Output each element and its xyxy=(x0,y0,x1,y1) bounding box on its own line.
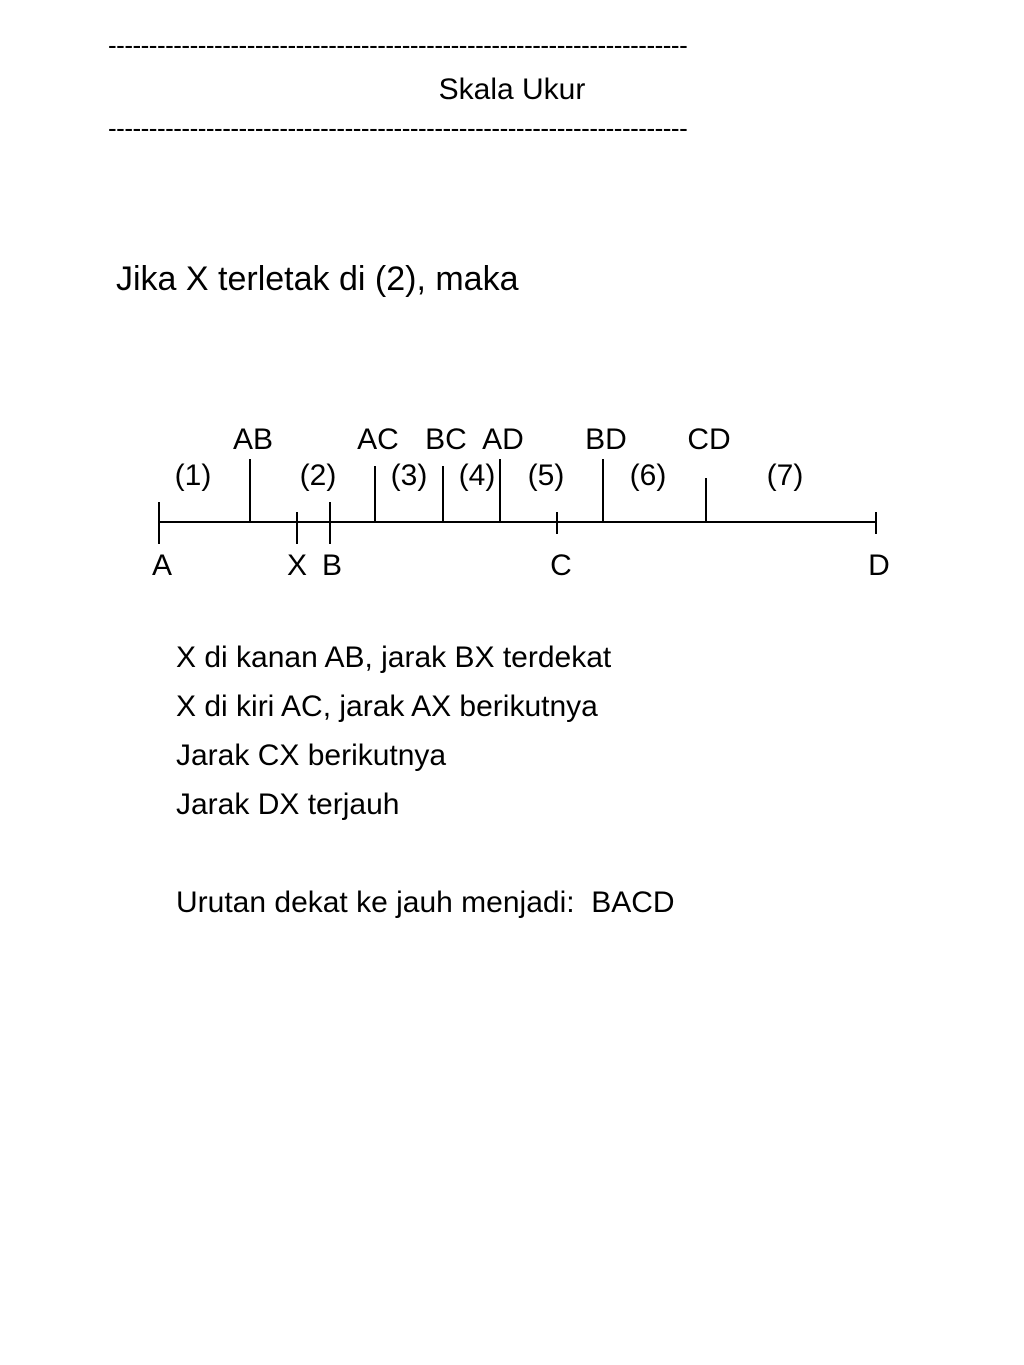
note-line: X di kiri AC, jarak AX berikutnya xyxy=(176,690,598,723)
region-label-2: (2) xyxy=(299,459,337,492)
point-label-a: A xyxy=(151,549,173,582)
conclusion-value: BACD xyxy=(591,886,675,919)
region-label-7: (7) xyxy=(766,459,804,492)
region-label-1: (1) xyxy=(174,459,212,492)
conclusion xyxy=(176,885,675,921)
note-line: X di kanan AB, jarak BX terdekat xyxy=(176,641,612,674)
page-title: Skala Ukur xyxy=(438,73,586,106)
point-label-c: C xyxy=(550,549,572,582)
note-line: Jarak CX berikutnya xyxy=(176,739,447,772)
point-label-b: B xyxy=(321,549,343,582)
point-label-x: X xyxy=(286,549,308,582)
pair-label-ac: AC xyxy=(357,423,399,456)
note-line: Jarak DX terjauh xyxy=(176,788,400,821)
region-label-6: (6) xyxy=(629,459,667,492)
pair-label-ab: AB xyxy=(232,423,274,456)
pair-label-bc: BC xyxy=(425,423,467,456)
intro-statement: Jika X terletak di (2), maka xyxy=(116,260,519,298)
conclusion-label: Urutan dekat ke jauh menjadi: xyxy=(176,886,575,919)
header-divider-bottom: ----------------------------------------------------------------------- xyxy=(108,113,688,143)
pair-label-ad: AD xyxy=(482,423,524,456)
region-label-5: (5) xyxy=(527,459,565,492)
region-label-3: (3) xyxy=(390,459,428,492)
measurement-scale-diagram xyxy=(0,0,1024,620)
region-label-4: (4) xyxy=(458,459,496,492)
header-divider-top: ----------------------------------------------------------------------- xyxy=(108,30,688,60)
point-label-d: D xyxy=(868,549,890,582)
pair-label-cd: CD xyxy=(687,423,731,456)
pair-label-bd: BD xyxy=(585,423,627,456)
